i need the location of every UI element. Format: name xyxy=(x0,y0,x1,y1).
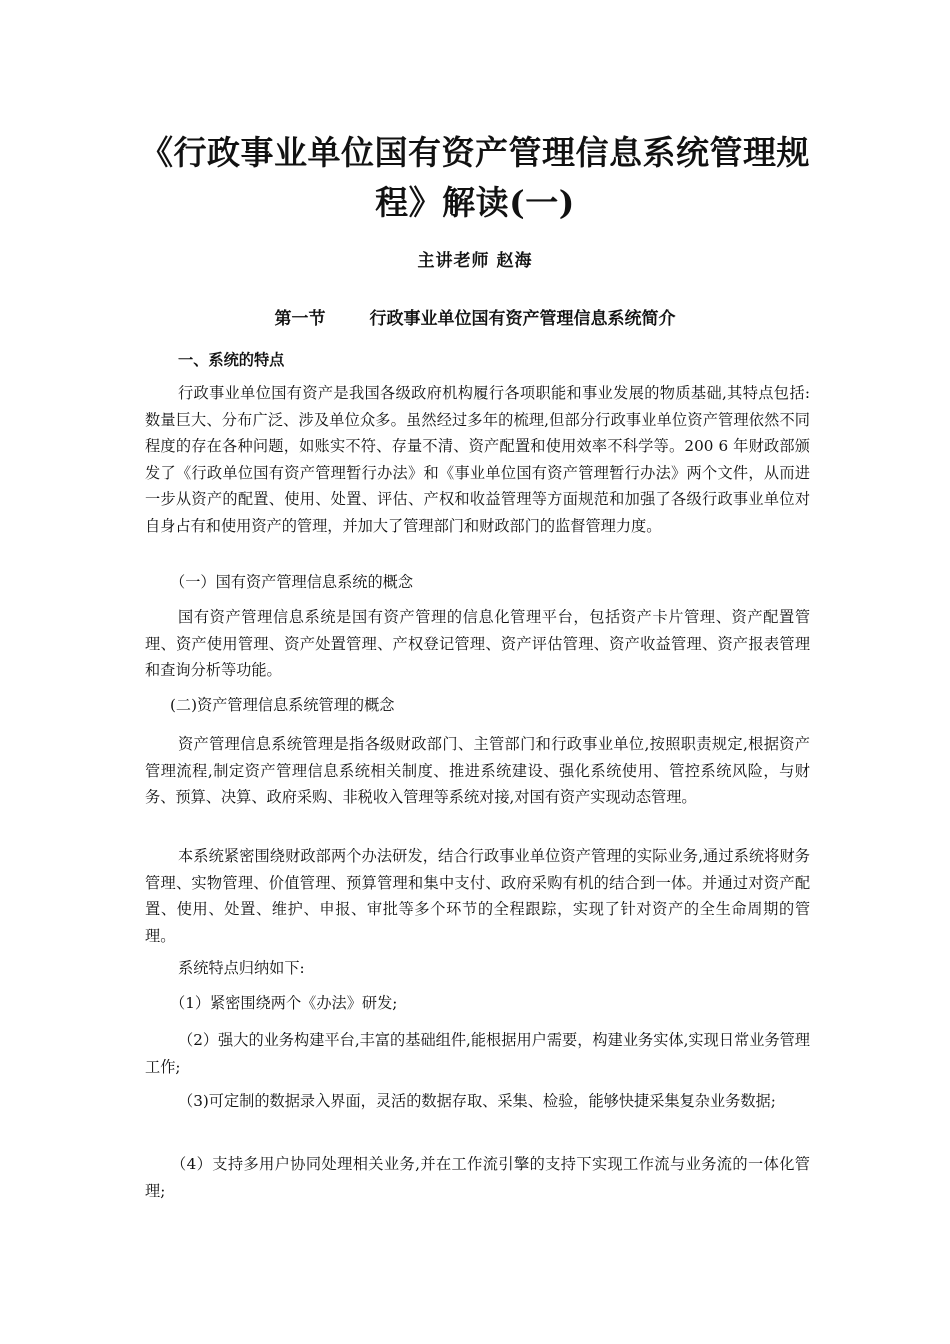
paragraph-overview: 行政事业单位国有资产是我国各级政府机构履行各项职能和事业发展的物质基础,其特点包括:数量巨大、分布广泛、涉及单位众多。虽然经过多年的梳理,但部分行政事业单位资产管理依然不同程度的存在各种问题，如账实不符、存量不清、资产配置和使用效率不科学等。200 6 年财政部颁发了《行政单位国有资产管理暂行办法》和《事业单位国有资产管理暂行办法》两个文件，从而进一步从资产的配置、使用、处置、评估、产权和收益管理等方面规范和加强了各级行政事业单位对自身占有和使用资产的管理，并加大了管理部门和财政部门的监督管理力度。 xyxy=(145,384,810,535)
feature-item-4: （4）支持多用户协同处理相关业务,并在工作流引擎的支持下实现工作流与业务流的一体化管理; xyxy=(145,1155,810,1200)
heading-concept-system: （一）国有资产管理信息系统的概念 xyxy=(170,573,413,591)
feature-item-2: （2）强大的业务构建平台,丰富的基础组件,能根据用户需要，构建业务实体,实现日常业务管理工作; xyxy=(145,1031,810,1076)
paragraph-features-intro: 系统特点归纳如下: xyxy=(178,959,305,977)
paragraph-management-concept: 资产管理信息系统管理是指各级财政部门、主管部门和行政事业单位,按照职责规定,根据资产管理流程,制定资产管理信息系统相关制度、推进系统建设、强化系统使用、管控系统风险，与财务、预算、决算、政府采购、非税收入管理等系统对接,对国有资产实现动态管理。 xyxy=(145,735,810,806)
feature-item-3: （3)可定制的数据录入界面，灵活的数据存取、采集、检验，能够快捷采集复杂业务数据; xyxy=(178,1092,776,1110)
feature-item-1: （1）紧密围绕两个《办法》研发; xyxy=(170,994,398,1012)
lecturer-line: 主讲老师 赵海 xyxy=(417,251,533,271)
section-name: 行政事业单位国有资产管理信息系统简介 xyxy=(369,309,676,329)
subsection-heading: 一、系统的特点 xyxy=(178,351,285,369)
section-heading xyxy=(0,304,950,329)
paragraph-system-concept: 国有资产管理信息系统是国有资产管理的信息化管理平台，包括资产卡片管理、资产配置管理、资产使用管理、资产处置管理、产权登记管理、资产评估管理、资产收益管理、资产报表管理和查询分析等功能。 xyxy=(145,608,810,679)
document-title: 《行政事业单位国有资产管理信息系统管理规程》解读(一) xyxy=(140,133,810,222)
section-number: 第一节 xyxy=(274,309,326,329)
heading-concept-management: (二)资产管理信息系统管理的概念 xyxy=(170,696,395,714)
paragraph-system-design: 本系统紧密围绕财政部两个办法研发，结合行政事业单位资产管理的实际业务,通过系统将财务管理、实物管理、价值管理、预算管理和集中支付、政府采购有机的结合到一体。并通过对资产配置、使用、处置、维护、申报、审批等多个环节的全程跟踪，实现了针对资产的全生命周期的管理。 xyxy=(145,847,810,945)
